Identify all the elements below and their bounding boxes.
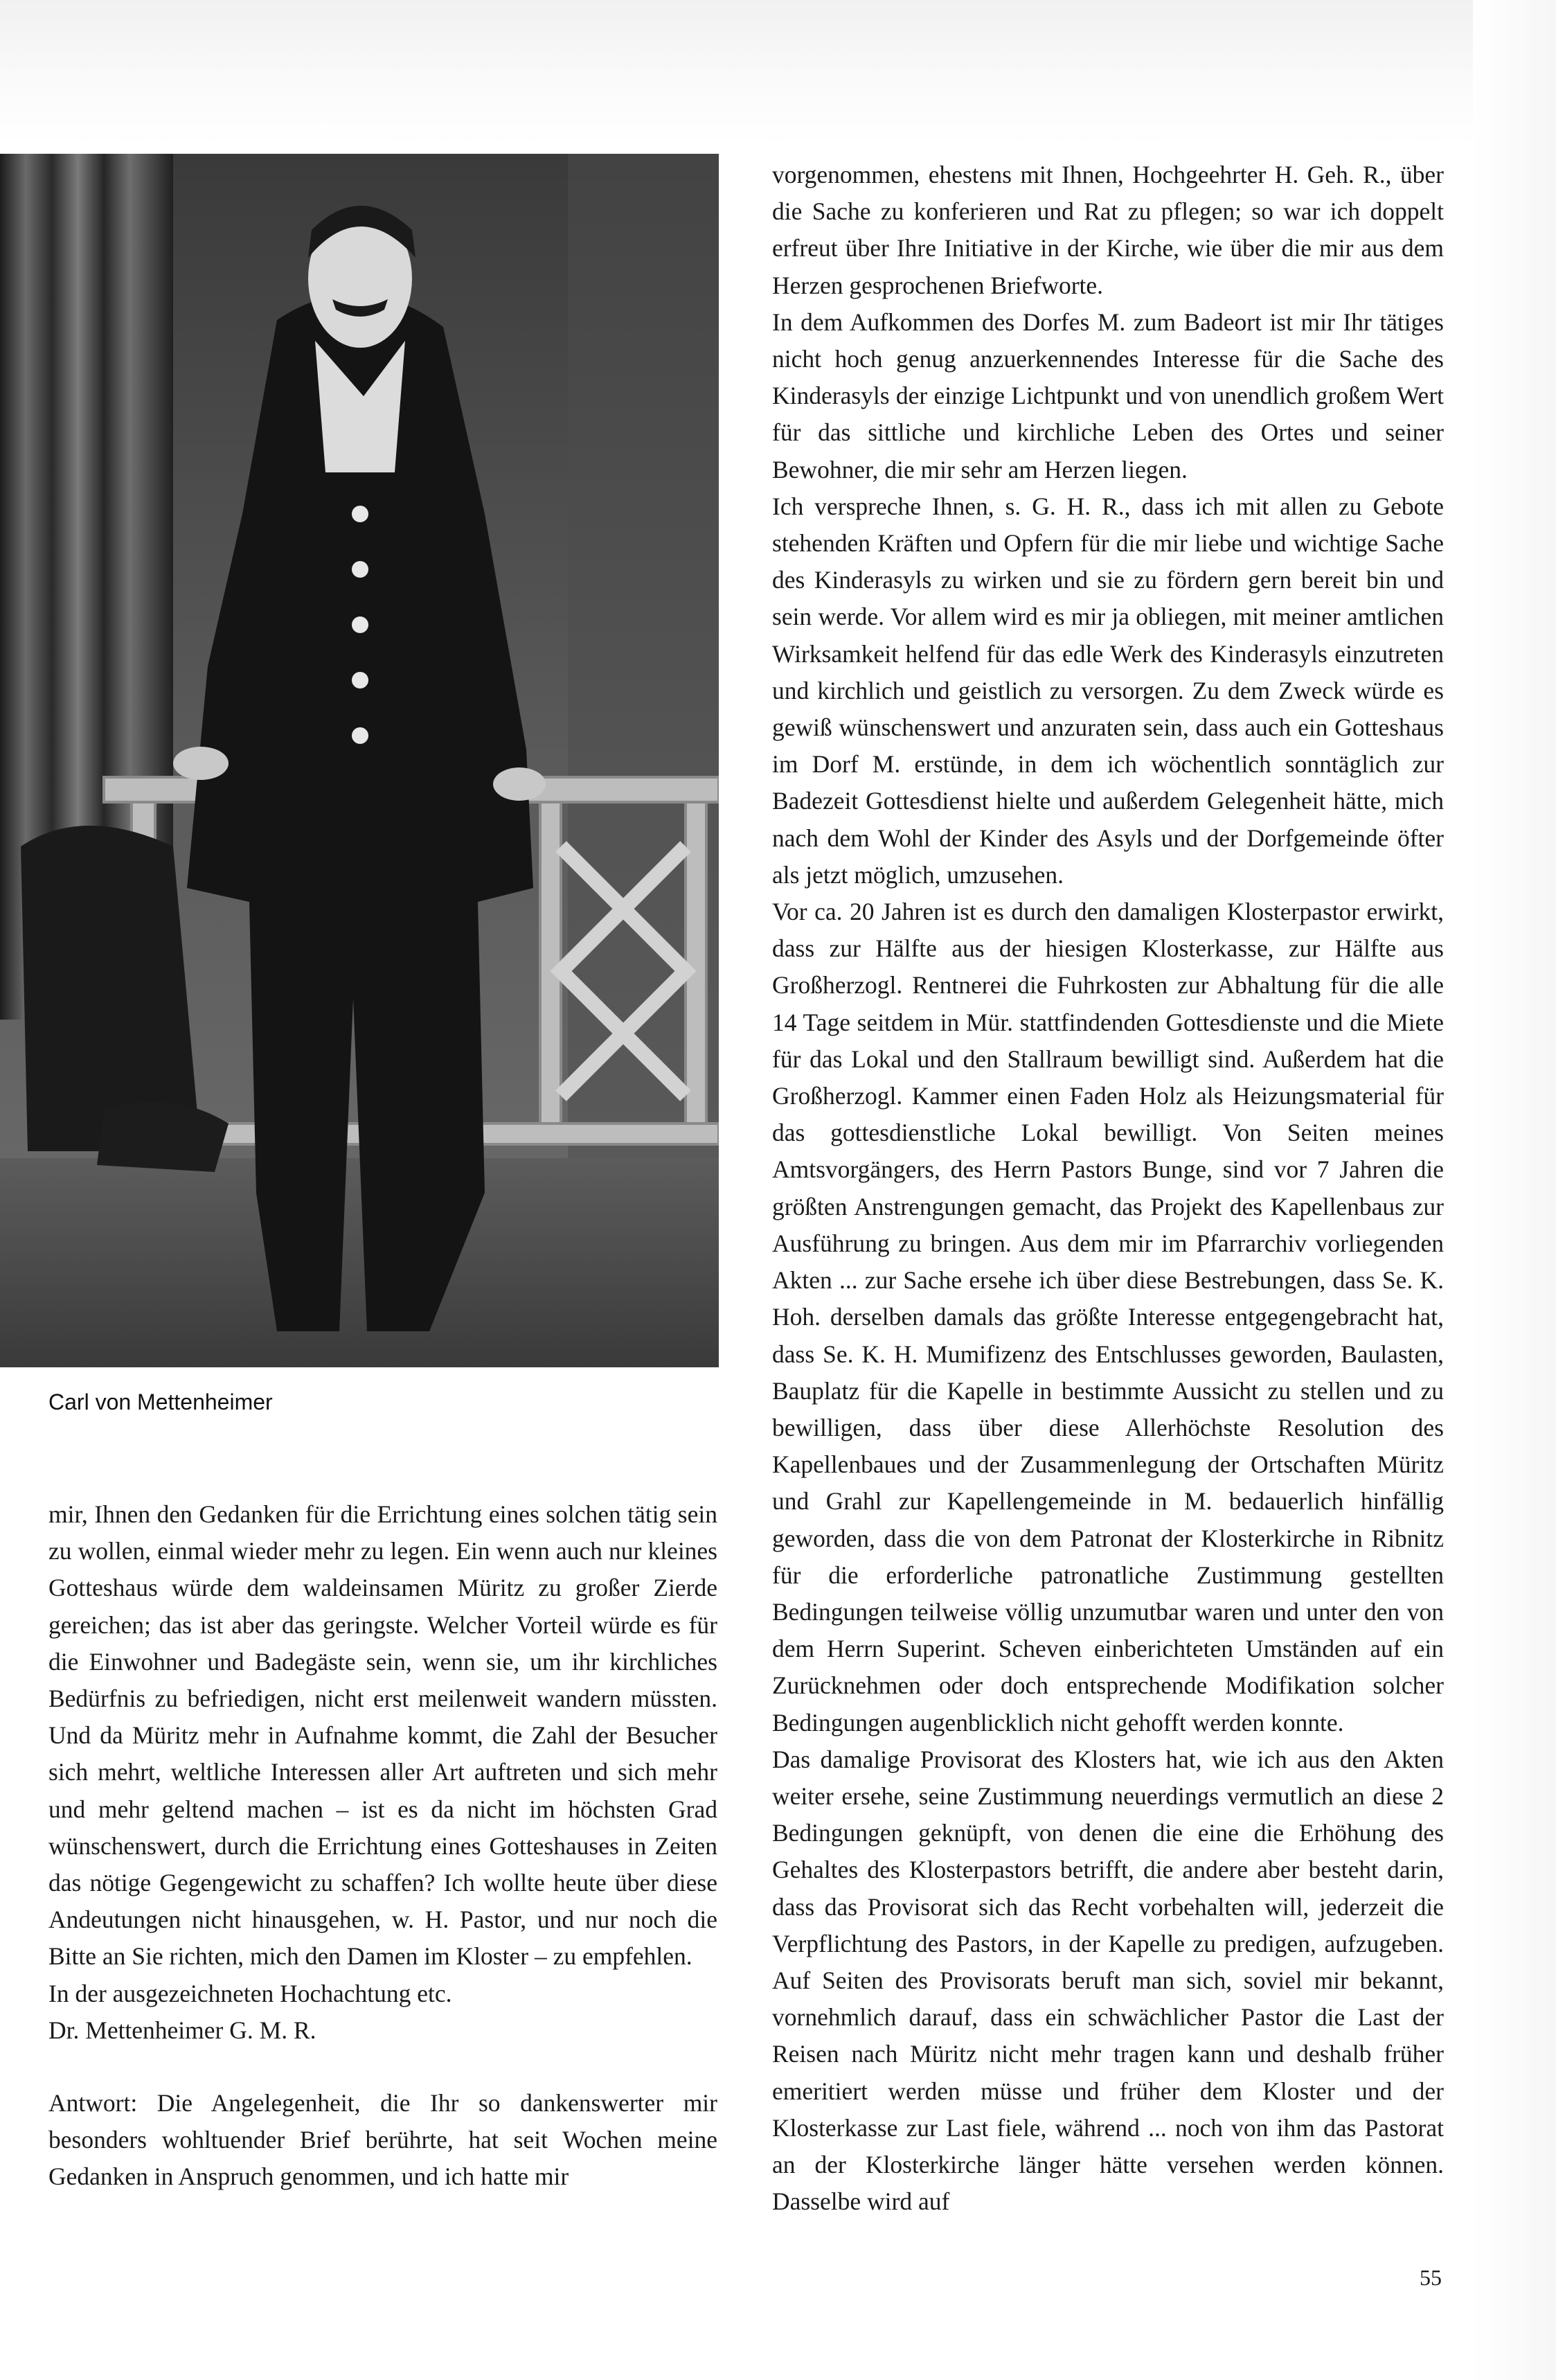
answer-paragraph: Antwort: Die Angelegenheit, die Ihr so dankenswerter mir besonders wohltuender Brief berührte, hat seit Wochen meine Gedanken in Anspruch genommen, und ich hatte mir [48,2089,717,2191]
letter-paragraph: mir, Ihnen den Gedanken für die Errichtung eines solchen tätig sein zu wollen, einmal wieder mehr zu legen. Ein wenn auch nur kleines Gotteshaus würde dem waldeinsamen Müritz zu großer Zierde gereichen; das ist aber das geringste. Welcher Vorteil würde es für die Einwohner und Badegäste sein, wenn sie, um ihr kirchliches Bedürfnis zu befriedigen, nicht erst meilenweit wandern müssten. Und da Müritz mehr in Aufnahme kommt, die Zahl der Besucher sich mehrt, weltliche Interessen aller Art auftreten und sich mehr und mehr geltend machen – ist es da nicht im höchsten Grad wünschenswert, durch die Errichtung eines Gotteshauses in Zeiten das nötige Gegengewicht zu schaffen? Ich wollte heute über diese Andeutungen nicht hinausgehen, w. H. Pastor, und nur noch die Bitte an Sie richten, mich den Damen im Kloster – zu empfehlen. [48,1500,717,1971]
page-right-bleed [1473,0,1556,2380]
body-paragraph: In dem Aufkommen des Dorfes M. zum Badeort ist mir Ihr tätiges nicht hoch genug anzuerkennendes Interesse für die Sache des Kinderasyls der einzige Lichtpunkt und von unendlich großem Wert für das sittliche und kirchliche Leben des Ortes und seiner Bewohner, die mir sehr am Herzen liegen. [772,308,1444,483]
body-paragraph: Ich verspreche Ihnen, s. G. H. R., dass ich mit allen zu Gebote stehenden Kräften und Opfern für die mir liebe und wichtige Sache des Kinderasyls zu wirken und sie zu fördern gern bereit bin und sein werde. Vor allem wird es mir ja obliegen, mit meiner amtlichen Wirksamkeit helfend für das edle Werk des Kinderasyls einzutreten und kirchlich und geistlich zu versorgen. Zu dem Zweck würde es gewiß wünschenswert und anzuraten sein, dass auch ein Gotteshaus im Dorf M. erstünde, in dem ich wöchentlich sonntäglich zur Badezeit Gottesdienst hielte und außerdem Gelegenheit hätte, mich nach dem Wohl der Kinder des Asyls und der Dorfgemeinde öfter als jetzt möglich, umzusehen. [772,492,1444,889]
page-number: 55 [1420,2265,1442,2290]
right-text-column [772,157,1444,2220]
letter-closing: In der ausgezeichneten Hochachtung etc. [48,1979,452,2007]
left-text-column [48,1496,717,2196]
body-paragraph: Das damalige Provisorat des Klosters hat, wie ich aus den Akten weiter ersehe, seine Zustimmung neuerdings vermutlich an diese 2 Bedingungen geknüpft, von denen die eine die Erhöhung des Gehaltes des Klosterpastors betrifft, die andere aber besteht darin, dass das Provisorat sich das Recht vorbehalten will, jederzeit die Verpflichtung des Pastors, in der Kapelle zu predigen, aufzugeben. Auf Seiten des Provisorats beruft man sich, soviel mir bekannt, vornehmlich darauf, dass ein schwächlicher Pastor die Last der Reisen nach Müritz nicht mehr tragen kann und deshalb früher emeritiert werden müsse und früher dem Kloster und der Klosterkasse zur Last fiele, während ... noch von ihm das Pastorat an der Klosterkirche länger hätte versehen werden können. Dasselbe wird auf [772,1745,1444,2216]
portrait-photograph [0,154,719,1367]
page-top-bleed [0,0,1556,145]
portrait-illustration [0,154,719,1367]
figure-caption: Carl von Mettenheimer [48,1389,273,1414]
letter-signature: Dr. Mettenheimer G. M. R. [48,2016,316,2044]
body-paragraph: Vor ca. 20 Jahren ist es durch den damaligen Klosterpastor erwirkt, dass zur Hälfte aus der hiesigen Klosterkasse, zur Hälfte aus Großherzogl. Rentnerei die Fuhrkosten zur Abhaltung für die alle 14 Tage seitdem in Mür. stattfindenden Gottesdienste und die Miete für das Lokal und den Stallraum bewilligt sind. Außerdem hat die Großherzogl. Kammer einen Faden Holz als Heizungsmaterial für das gottesdienstliche Lokal bewilligt. Von Seiten meines Amtsvorgängers, des Herrn Pastors Bunge, sind vor 7 Jahren die größten Anstrengungen gemacht, das Projekt des Kapellenbaus zur Ausführung zu bringen. Aus dem mir im Pfarrarchiv vorliegenden Akten ... zur Sache ersehe ich über diese Bestrebungen, dass Se. K. Hoh. derselben damals das größte Interesse entgegengebracht hat, dass Se. K. H. Mumifizenz des Entschlusses geworden, Baulasten, Bauplatz für die Kapelle in bestimmte Aussicht zu stellen und zu bewilligen, dass über diese Allerhöchste Resolution des Kapellenbaues und der Zusammenlegung der Ortschaften Müritz und Grahl zur Kapellengemeinde in M. bedauerlich hinfällig geworden, dass die von dem Patronat der Klosterkirche in Ribnitz für die erforderliche patronatliche Zustimmung gestellten Bedingungen teilweise völlig unzumutbar waren und unter den von dem Herrn Superint. Scheven einberichteten Umständen auf ein Zurücknehmen oder doch entsprechende Modifikation solcher Bedingungen augenblicklich nicht gehofft werden konnte. [772,898,1444,1737]
body-paragraph: vorgenommen, ehestens mit Ihnen, Hochgeehrter H. Geh. R., über die Sache zu konferieren und Rat zu pflegen; so war ich doppelt erfreut über Ihre Initiative in der Kirche, wie über die mir aus dem Herzen gesprochenen Briefworte. [772,161,1444,299]
